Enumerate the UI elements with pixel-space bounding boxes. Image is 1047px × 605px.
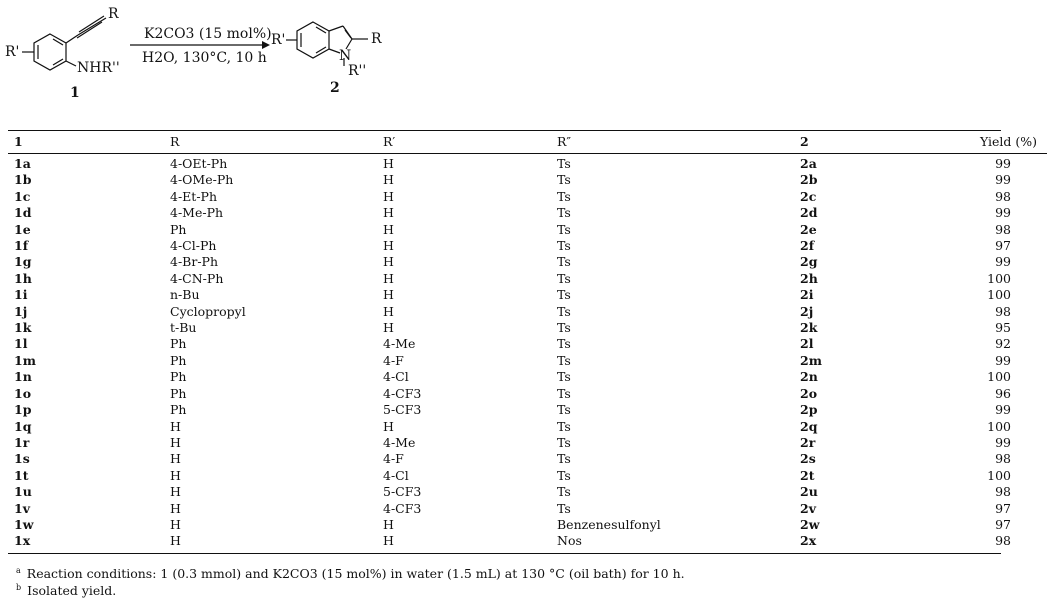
cell-yield: 96	[995, 385, 1011, 401]
cell-substrate: 1m	[14, 352, 36, 368]
footnote-a	[16, 566, 685, 581]
product-rprime-label: R'	[271, 32, 286, 48]
cell-r: 4-CN-Ph	[170, 270, 224, 286]
cell-rprime: H	[383, 172, 394, 188]
cell-yield: 99	[995, 156, 1011, 171]
cell-yield: 92	[995, 336, 1011, 352]
table-row	[8, 254, 1047, 270]
results-table	[8, 131, 1047, 550]
cell-substrate: 1k	[14, 320, 32, 336]
cell-rprime: 4-CF3	[383, 500, 422, 516]
cell-product: 2g	[800, 254, 818, 270]
cell-product: 2c	[800, 188, 817, 204]
reactant-r-label: R	[108, 6, 119, 22]
table-row	[8, 386, 1047, 402]
cell-rdprime: Ts	[557, 221, 571, 237]
reactant-rprime-label: R'	[5, 44, 20, 60]
cell-yield: 98	[995, 533, 1011, 549]
cell-r: Ph	[170, 402, 187, 418]
cell-rdprime: Ts	[557, 336, 571, 352]
product-n-label: N	[339, 48, 352, 64]
product-r-label: R	[371, 31, 382, 47]
cell-rdprime: Ts	[557, 270, 571, 286]
reaction-scheme	[0, 0, 1013, 110]
cell-product: 2q	[800, 418, 818, 434]
cell-yield: 97	[995, 238, 1011, 254]
table-row	[8, 238, 1047, 254]
cell-product: 2t	[800, 467, 815, 483]
cell-rprime: H	[383, 320, 394, 336]
cell-rprime: H	[383, 205, 394, 221]
cell-product: 2n	[800, 369, 818, 385]
cell-substrate: 1l	[14, 336, 28, 352]
cell-substrate: 1b	[14, 172, 32, 188]
cell-yield: 98	[995, 303, 1011, 319]
cell-substrate: 1e	[14, 221, 31, 237]
cell-rprime: 4-F	[383, 352, 404, 368]
cell-rdprime: Ts	[557, 402, 571, 418]
cell-rprime: H	[383, 188, 394, 204]
cell-rdprime: Ts	[557, 156, 571, 171]
cell-yield: 100	[987, 467, 1011, 483]
cell-r: t-Bu	[170, 320, 197, 336]
cell-rdprime: Ts	[557, 352, 571, 368]
cell-rdprime: Ts	[557, 385, 571, 401]
cell-rdprime: Ts	[557, 205, 571, 221]
cell-r: Ph	[170, 352, 187, 368]
cell-rprime: H	[383, 254, 394, 270]
footnote-b	[16, 583, 116, 598]
footnote-a-text: Reaction conditions: 1 (0.3 mmol) and K2CO3 (15 mol%) in water (1.5 mL) at 130 °C (oil bath) for 10 h.	[26, 566, 685, 581]
cell-yield: 99	[995, 254, 1011, 270]
cell-rdprime: Nos	[557, 533, 582, 549]
product-rdprime-label: R''	[348, 63, 367, 79]
header-rdprime: R″	[557, 134, 572, 149]
reactant-nhr-label: NHR''	[77, 60, 120, 76]
table-row	[8, 402, 1047, 418]
cell-rprime: 4-CF3	[383, 385, 422, 401]
table-body	[8, 154, 1047, 550]
cell-product: 2i	[800, 287, 814, 303]
cell-rdprime: Ts	[557, 172, 571, 188]
cell-substrate: 1v	[14, 500, 30, 516]
reagent-bottom-label: H2O, 130°C, 10 h	[142, 50, 267, 66]
cell-substrate: 1t	[14, 467, 29, 483]
cell-rdprime: Ts	[557, 451, 571, 467]
header-product: 2	[800, 134, 809, 149]
table-row	[8, 336, 1047, 352]
cell-substrate: 1h	[14, 270, 32, 286]
cell-product: 2f	[800, 238, 815, 254]
table-row	[8, 369, 1047, 385]
cell-r: H	[170, 467, 181, 483]
cell-r: H	[170, 451, 181, 467]
cell-rdprime: Ts	[557, 188, 571, 204]
header-rprime: R′	[383, 134, 396, 149]
cell-yield: 97	[995, 516, 1011, 532]
cell-substrate: 1u	[14, 484, 32, 500]
cell-substrate: 1n	[14, 369, 32, 385]
cell-rprime: 4-Me	[383, 336, 416, 352]
cell-rprime: H	[383, 303, 394, 319]
table-row	[8, 468, 1047, 484]
cell-rprime: H	[383, 418, 394, 434]
cell-product: 2u	[800, 484, 818, 500]
table-row	[8, 484, 1047, 500]
cell-r: 4-Et-Ph	[170, 188, 218, 204]
footnote-b-text: Isolated yield.	[27, 583, 117, 598]
cell-product: 2h	[800, 270, 818, 286]
cell-r: Ph	[170, 221, 187, 237]
cell-substrate: 1g	[14, 254, 32, 270]
cell-substrate: 1x	[14, 533, 31, 549]
cell-rdprime: Ts	[557, 500, 571, 516]
cell-product: 2s	[800, 451, 816, 467]
cell-substrate: 1c	[14, 188, 31, 204]
arrow-head	[262, 41, 270, 49]
product-number: 2	[330, 80, 340, 96]
footnote-a-mark: a	[16, 566, 21, 575]
table-row	[8, 154, 1047, 172]
cell-rprime: 4-Me	[383, 434, 416, 450]
cell-yield: 100	[987, 287, 1011, 303]
cell-product: 2k	[800, 320, 818, 336]
cell-r: Ph	[170, 369, 187, 385]
table-header-row	[8, 131, 1047, 153]
table-row	[8, 172, 1047, 188]
cell-rprime: 4-F	[383, 451, 404, 467]
table-bottom-rule	[8, 553, 1001, 554]
cell-substrate: 1i	[14, 287, 28, 303]
cell-r: H	[170, 484, 181, 500]
cell-product: 2p	[800, 402, 818, 418]
cell-rprime: H	[383, 156, 394, 171]
cell-substrate: 1r	[14, 434, 30, 450]
cell-yield: 98	[995, 221, 1011, 237]
table-row	[8, 419, 1047, 435]
table-row	[8, 304, 1047, 320]
cell-rprime: 4-Cl	[383, 467, 409, 483]
cell-r: Cyclopropyl	[170, 303, 246, 319]
cell-yield: 99	[995, 352, 1011, 368]
cell-substrate: 1f	[14, 238, 29, 254]
cell-substrate: 1q	[14, 418, 32, 434]
table-row	[8, 451, 1047, 467]
cell-r: 4-OEt-Ph	[170, 156, 228, 171]
cell-product: 2a	[800, 156, 817, 171]
cell-rprime: 5-CF3	[383, 402, 422, 418]
cell-rprime: H	[383, 533, 394, 549]
cell-rdprime: Ts	[557, 467, 571, 483]
table-row	[8, 287, 1047, 303]
cell-product: 2e	[800, 221, 817, 237]
cell-substrate: 1j	[14, 303, 28, 319]
cell-yield: 98	[995, 451, 1011, 467]
cell-rprime: H	[383, 270, 394, 286]
cell-r: Ph	[170, 385, 187, 401]
cell-r: 4-Br-Ph	[170, 254, 219, 270]
reactant-number: 1	[70, 85, 80, 101]
table-row	[8, 501, 1047, 517]
cell-substrate: 1p	[14, 402, 32, 418]
cell-rdprime: Ts	[557, 320, 571, 336]
cell-r: 4-Me-Ph	[170, 205, 224, 221]
product-benzene-ring	[297, 22, 329, 58]
alkyne-bond	[78, 18, 106, 35]
cell-yield: 99	[995, 434, 1011, 450]
cell-substrate: 1w	[14, 516, 34, 532]
cell-r: Ph	[170, 336, 187, 352]
cell-rdprime: Ts	[557, 418, 571, 434]
cell-r: 4-OMe-Ph	[170, 172, 234, 188]
cell-r: H	[170, 533, 181, 549]
cell-r: H	[170, 434, 181, 450]
header-yield: Yield (%)	[979, 134, 1037, 149]
cell-rprime: H	[383, 287, 394, 303]
cell-yield: 100	[987, 270, 1011, 286]
table-row	[8, 353, 1047, 369]
reactant-benzene-ring	[34, 34, 66, 70]
cell-rdprime: Ts	[557, 484, 571, 500]
cell-rprime: H	[383, 516, 394, 532]
cell-substrate: 1s	[14, 451, 30, 467]
cell-product: 2x	[800, 533, 817, 549]
cell-rdprime: Ts	[557, 434, 571, 450]
table-row	[8, 320, 1047, 336]
cell-substrate: 1a	[14, 156, 31, 171]
table-row	[8, 189, 1047, 205]
table-row	[8, 271, 1047, 287]
results-table-container	[8, 130, 1037, 554]
cell-rprime: 4-Cl	[383, 369, 409, 385]
cell-substrate: 1o	[14, 385, 32, 401]
cell-yield: 97	[995, 500, 1011, 516]
cell-yield: 99	[995, 172, 1011, 188]
cell-product: 2b	[800, 172, 818, 188]
cell-product: 2v	[800, 500, 816, 516]
table-row	[8, 517, 1047, 533]
cell-r: H	[170, 516, 181, 532]
cell-rprime: H	[383, 221, 394, 237]
cell-rprime: 5-CF3	[383, 484, 422, 500]
cell-rdprime: Ts	[557, 254, 571, 270]
cell-product: 2o	[800, 385, 818, 401]
cell-rdprime: Ts	[557, 287, 571, 303]
cell-rdprime: Ts	[557, 369, 571, 385]
cell-r: H	[170, 418, 181, 434]
cell-rdprime: Benzenesulfonyl	[557, 516, 661, 532]
table-row	[8, 435, 1047, 451]
cell-yield: 99	[995, 205, 1011, 221]
cell-yield: 100	[987, 369, 1011, 385]
cell-product: 2d	[800, 205, 818, 221]
table-row	[8, 222, 1047, 238]
cell-yield: 100	[987, 418, 1011, 434]
cell-yield: 98	[995, 484, 1011, 500]
cell-substrate: 1d	[14, 205, 32, 221]
cell-yield: 99	[995, 402, 1011, 418]
header-substrate: 1	[14, 134, 23, 149]
cell-product: 2l	[800, 336, 814, 352]
cell-rdprime: Ts	[557, 238, 571, 254]
cell-product: 2w	[800, 516, 820, 532]
footnote-b-mark: b	[16, 583, 22, 592]
cell-product: 2j	[800, 303, 814, 319]
cell-rprime: H	[383, 238, 394, 254]
cell-r: 4-Cl-Ph	[170, 238, 217, 254]
cell-r: H	[170, 500, 181, 516]
cell-yield: 98	[995, 188, 1011, 204]
cell-product: 2r	[800, 434, 816, 450]
table-row	[8, 205, 1047, 221]
cell-product: 2m	[800, 352, 822, 368]
cell-rdprime: Ts	[557, 303, 571, 319]
reagent-top-label: K2CO3 (15 mol%)	[144, 26, 272, 42]
cell-yield: 95	[995, 320, 1011, 336]
cell-r: n-Bu	[170, 287, 200, 303]
table-row	[8, 533, 1047, 549]
header-r: R	[170, 134, 180, 149]
